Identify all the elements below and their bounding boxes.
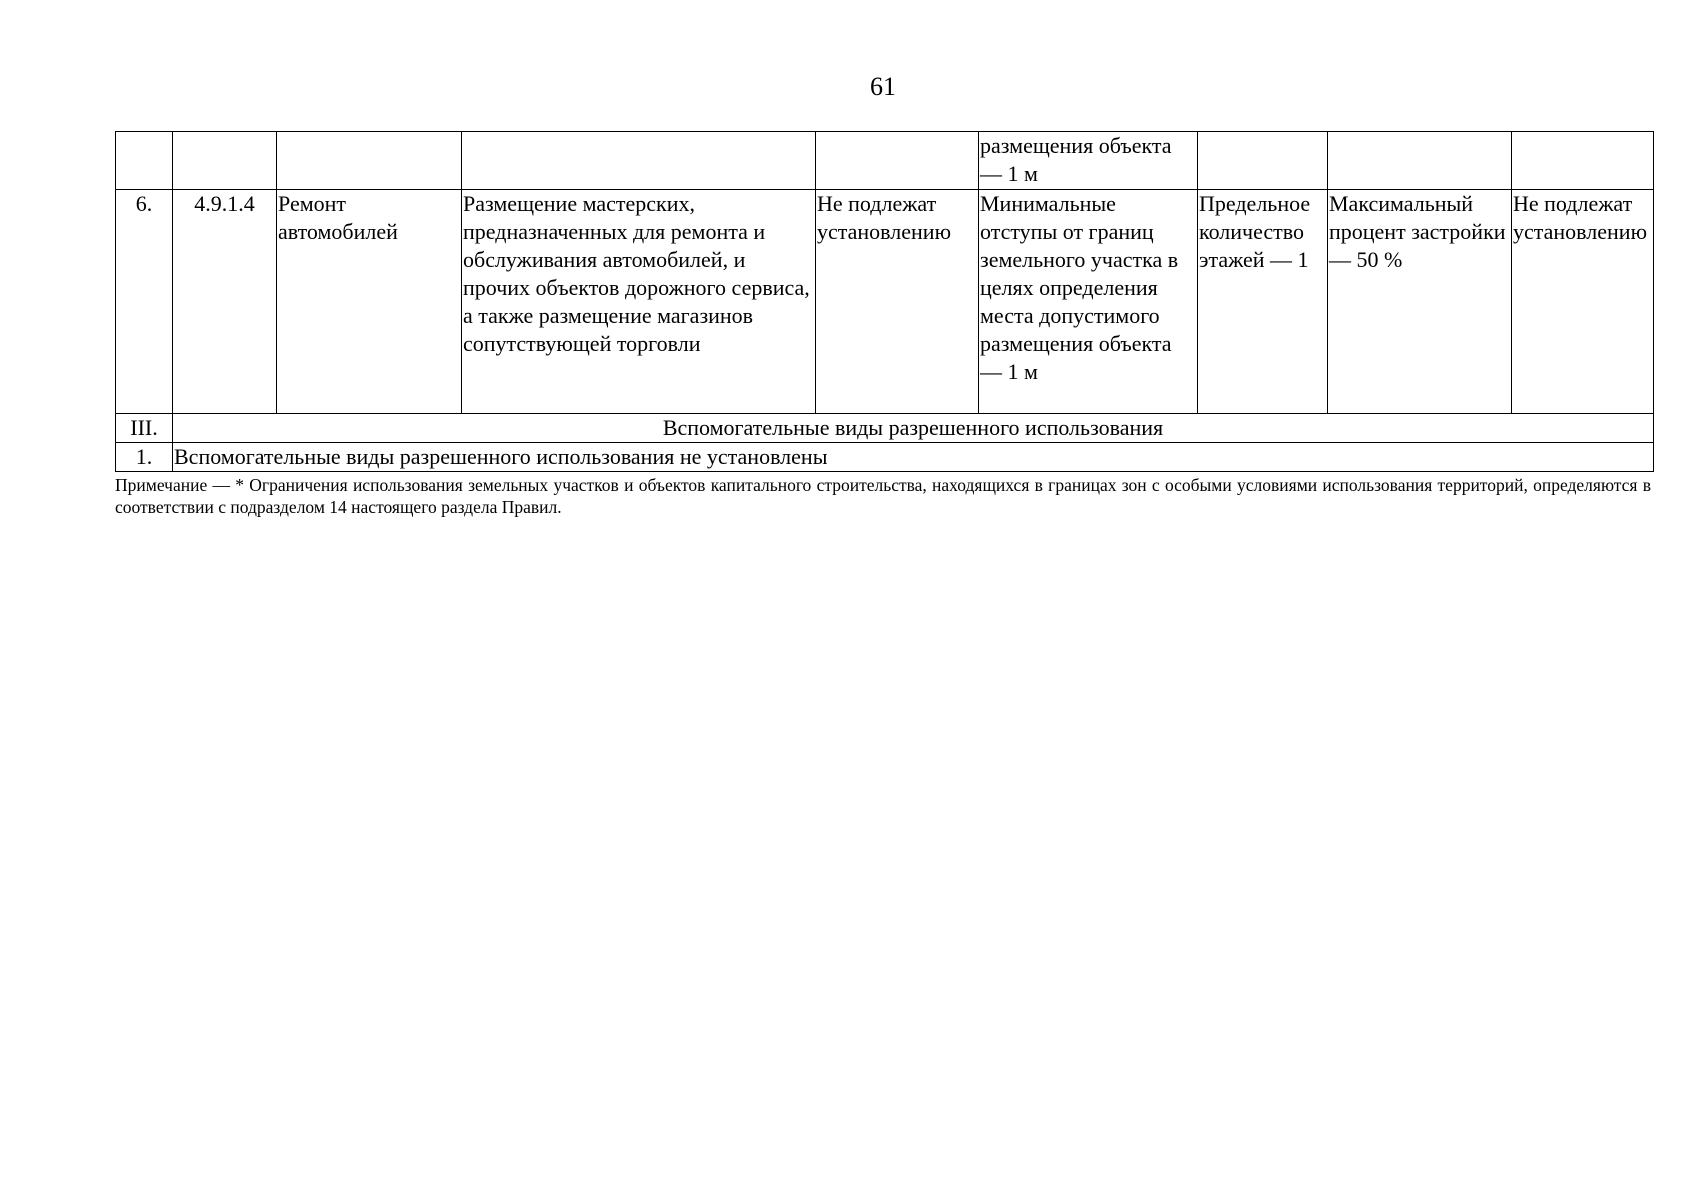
row-number: 1. (116, 443, 173, 472)
plot-size-limits: Не подлежат установлению (816, 190, 979, 414)
row-text: Вспомогательные виды разрешенного использования не установлены (173, 443, 1654, 472)
page-number: 61 (870, 72, 896, 101)
land-use-table (115, 131, 1654, 472)
setbacks: Минимальные отступы от границ земельного участка в целях определения места допустимого размещения объекта — 1 м (979, 190, 1198, 414)
cell-empty (462, 132, 816, 190)
cell-empty (1198, 132, 1328, 190)
cell-empty (116, 132, 173, 190)
section-number: III. (116, 414, 173, 443)
footnote: Примечание — * Ограничения использования земельных участков и объектов капитального строительства, находящихся в границах зон с особыми условиями использования территорий, определяются в соответствии с подразделом 14 настоящего раздела Правил. (115, 475, 1651, 517)
cell-empty (277, 132, 462, 190)
use-name: Ремонт автомобилей (277, 190, 462, 414)
max-floors: Предельное количество этажей — 1 (1198, 190, 1328, 414)
table-row (116, 443, 1654, 472)
row-number: 6. (116, 190, 173, 414)
cell-empty (1512, 132, 1654, 190)
continued-row (116, 132, 1654, 190)
cell-empty (1328, 132, 1512, 190)
cell-empty (816, 132, 979, 190)
use-code: 4.9.1.4 (173, 190, 277, 414)
cell-setbacks-continued: размещения объекта — 1 м (979, 132, 1198, 190)
max-coverage: Максимальный процент застройки — 50 % (1328, 190, 1512, 414)
cell-empty (173, 132, 277, 190)
table-row (116, 190, 1654, 414)
section-title: Вспомогательные виды разрешенного использования (173, 414, 1654, 443)
section-header-row (116, 414, 1654, 443)
use-description: Размещение мастерских, предназначенных для ремонта и обслуживания автомобилей, и прочих объектов дорожного сервиса, а также размещение магазинов сопутствующей торговли (462, 190, 816, 414)
other-limits: Не подлежат установлению (1512, 190, 1654, 414)
